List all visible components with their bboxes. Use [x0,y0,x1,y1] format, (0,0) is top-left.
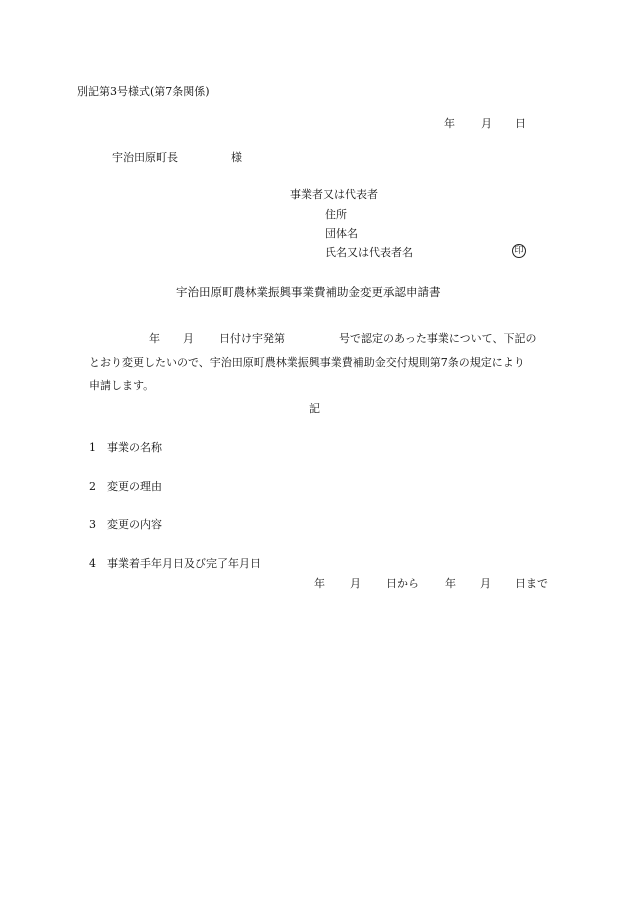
item-number: 1 [89,441,96,454]
addressee-name: 宇治田原町長 [112,151,178,164]
period-start-day: 日から [386,577,419,590]
item-number: 3 [89,518,96,531]
seal-mark: 印 [512,244,526,258]
item-label: 事業着手年月日及び完了年月日 [107,557,261,570]
period-start-month: 月 [350,577,361,590]
applicant-heading: 事業者又は代表者 [290,188,378,201]
body-line2: とおり変更したいので、宇治田原町農林業振興事業費補助金交付規則第7条の規定により [89,356,525,369]
form-label: 別記第3号様式(第7条関係) [77,85,210,98]
date-day-label: 日 [515,117,526,130]
item-number: 4 [89,557,96,570]
applicant-address-label: 住所 [325,208,347,221]
item-label: 変更の理由 [107,480,162,493]
applicant-name-label: 氏名又は代表者名 [325,246,413,259]
body-month-label: 月 [183,332,194,345]
period-end-day: 日まで [515,577,548,590]
item-label: 変更の内容 [107,518,162,531]
body-line3: 申請します。 [89,379,155,392]
addressee-honorific: 様 [231,151,242,164]
page-title: 宇治田原町農林業振興事業費補助金変更承認申請書 [176,285,441,299]
date-year-label: 年 [444,117,455,130]
item-number: 2 [89,480,96,493]
body-line1-end: 号で認定のあった事業について、下記の [339,332,537,345]
date-month-label: 月 [481,117,492,130]
applicant-org-label: 団体名 [325,227,358,240]
item-label: 事業の名称 [107,441,162,454]
ki-heading: 記 [309,402,320,415]
period-end-month: 月 [480,577,491,590]
period-end-year: 年 [445,577,456,590]
period-start-year: 年 [314,577,325,590]
body-year-label: 年 [149,332,160,345]
body-ref-label: 日付け宇発第 [219,332,285,345]
